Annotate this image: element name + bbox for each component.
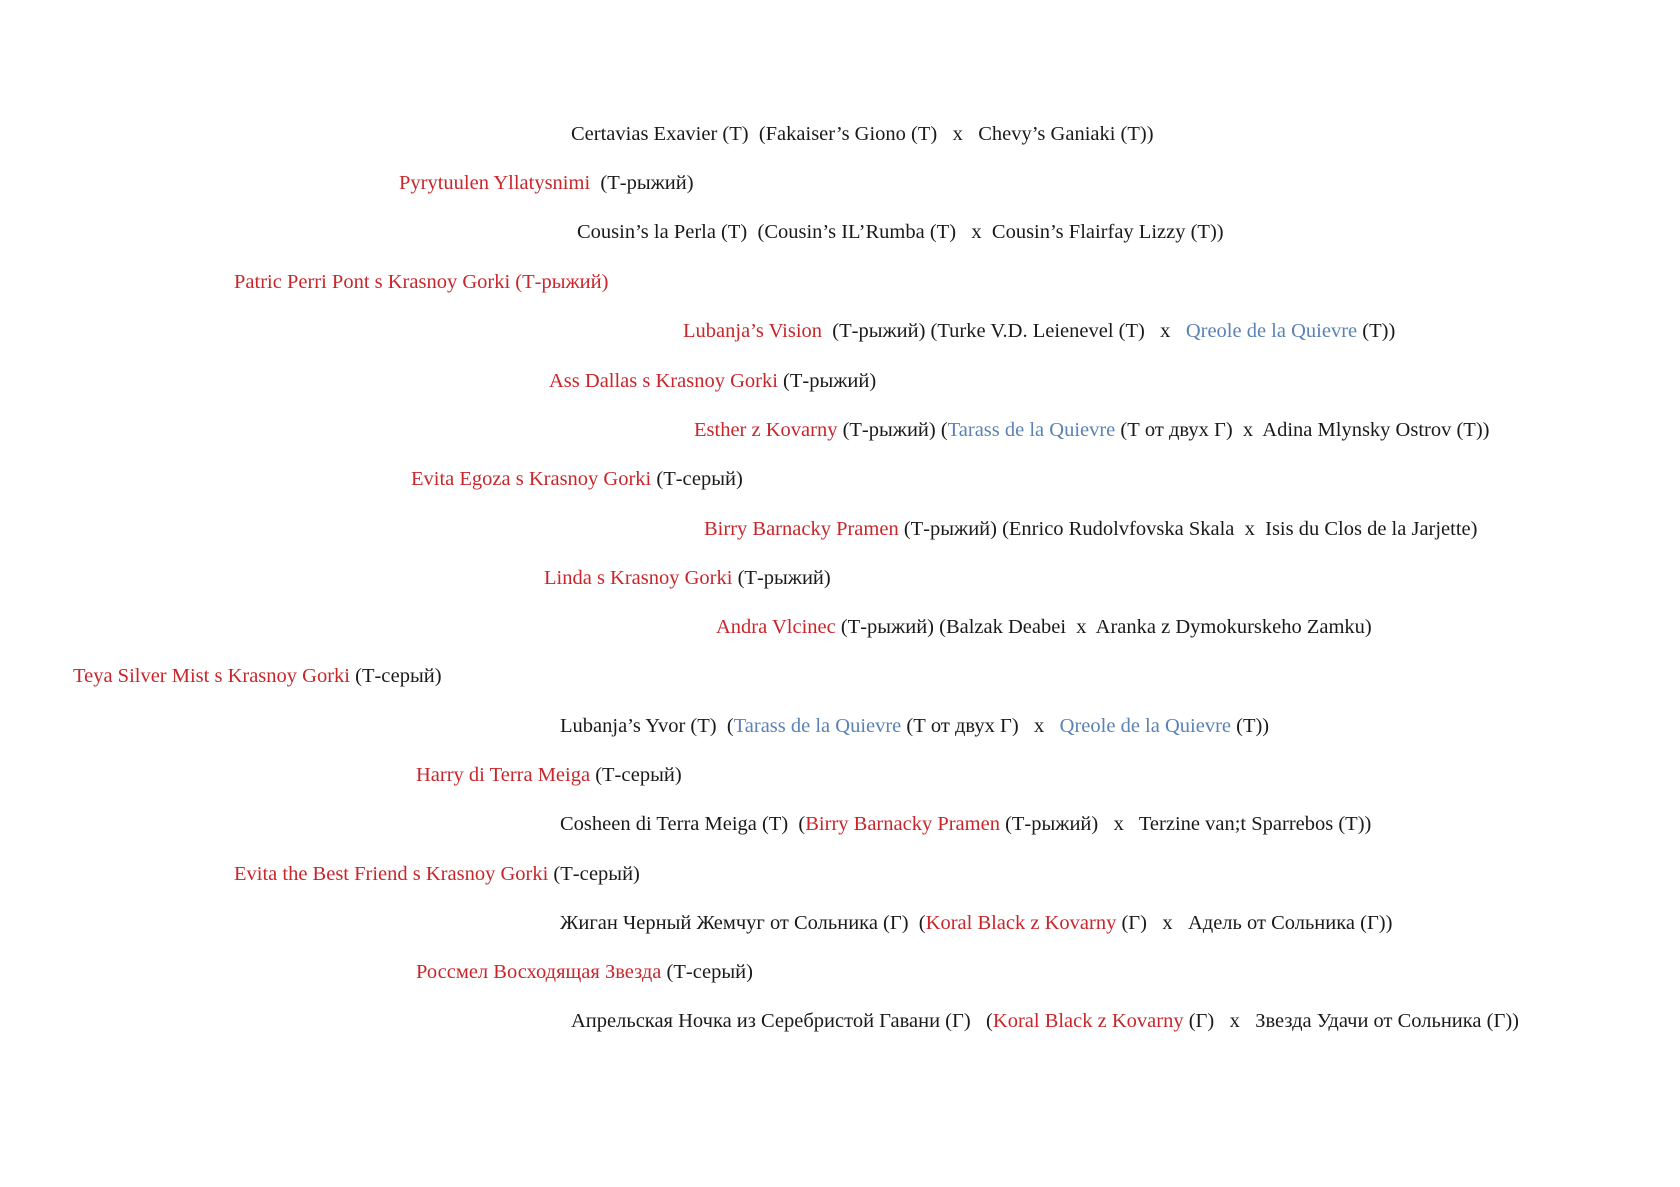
pedigree-row <box>560 714 1269 738</box>
pedigree-row <box>704 517 1477 541</box>
linked-dog-name: Tarass de la Quievre <box>947 419 1116 441</box>
pedigree-text: (Т-рыжий) <box>777 370 877 392</box>
pedigree-text: (Т)) <box>1231 715 1270 737</box>
pedigree-text: (Т-серый) <box>350 665 442 687</box>
pedigree-row <box>549 369 876 393</box>
pedigree-row <box>234 862 640 886</box>
pedigree-text: (Т от двух Г) x Adina Mlynsky Ostrov (Т)) <box>1115 419 1490 441</box>
highlighted-dog-name: Evita Egoza s Krasnoy Gorki <box>411 468 652 490</box>
linked-dog-name: Tarass de la Quievre <box>733 715 902 737</box>
highlighted-dog-name: Koral Black z Kovarny <box>925 912 1117 934</box>
highlighted-dog-name: Pyrytuulen Yllatysnimi <box>399 172 591 194</box>
pedigree-row <box>411 467 743 491</box>
pedigree-text: (Т-рыжий) (Turke V.D. Leienevel (Т) x <box>822 320 1186 342</box>
highlighted-dog-name: Evita the Best Friend s Krasnoy Gorki <box>234 863 549 885</box>
pedigree-text: Апрельская Ночка из Серебристой Гавани (Г) ( <box>571 1010 993 1032</box>
pedigree-row <box>694 418 1489 442</box>
highlighted-dog-name: Birry Barnacky Pramen <box>704 518 899 540</box>
pedigree-row <box>571 122 1154 146</box>
pedigree-text: (Г) x Звезда Удачи от Сольника (Г)) <box>1183 1010 1519 1032</box>
highlighted-dog-name: Birry Barnacky Pramen <box>805 813 1000 835</box>
pedigree-text: (Т-серый) <box>590 764 682 786</box>
pedigree-row <box>560 812 1371 836</box>
highlighted-dog-name: Esther z Kovarny <box>694 419 838 441</box>
pedigree-text: (Т-серый) <box>651 468 743 490</box>
highlighted-dog-name: Andra Vlcinec <box>716 616 836 638</box>
pedigree-text: (Т-рыжий) ( <box>837 419 948 441</box>
highlighted-dog-name: Linda s Krasnoy Gorki <box>544 567 733 589</box>
pedigree-text: (Т-серый) <box>548 863 640 885</box>
pedigree-text: (Т-рыжий) <box>732 567 831 589</box>
pedigree-row <box>716 615 1372 639</box>
pedigree-row <box>577 220 1224 244</box>
highlighted-dog-name: Ass Dallas s Krasnoy Gorki <box>549 370 778 392</box>
pedigree-text: (Т-рыжий) <box>590 172 694 194</box>
pedigree-row <box>544 566 831 590</box>
pedigree-row <box>416 763 682 787</box>
highlighted-dog-name: Koral Black z Kovarny <box>992 1010 1184 1032</box>
pedigree-row <box>683 319 1395 343</box>
pedigree-text: (Т-серый) <box>661 961 753 983</box>
pedigree-text: Cosheen di Terra Meiga (Т) ( <box>560 813 806 835</box>
pedigree-row <box>234 270 608 294</box>
pedigree-text: (Т)) <box>1357 320 1396 342</box>
pedigree-text: (Т-рыжий) x Terzine van;t Sparrebos (Т)) <box>999 813 1372 835</box>
pedigree-text: Lubanja’s Yvor (Т) ( <box>560 715 734 737</box>
pedigree-text: (Т-рыжий) (Enrico Rudolvfovska Skala x Isis du Clos de la Jarjette) <box>898 518 1478 540</box>
pedigree-row <box>571 1009 1519 1033</box>
pedigree-text: Certavias Exavier (Т) (Fakaiser’s Giono (Т) x Chevy’s Ganiaki (Т)) <box>571 123 1154 145</box>
highlighted-dog-name: Teya Silver Mist s Krasnoy Gorki <box>73 665 350 687</box>
pedigree-text: (Г) x Адель от Сольника (Г)) <box>1116 912 1393 934</box>
highlighted-dog-name: Lubanja’s Vision <box>683 320 823 342</box>
pedigree-row <box>399 171 694 195</box>
pedigree-text: Cousin’s la Perla (Т) (Cousin’s IL’Rumba (Т) x Cousin’s Flairfay Lizzy (Т)) <box>577 221 1224 243</box>
pedigree-text: (Т-рыжий) (Balzak Deabei x Aranka z Dymokurskeho Zamku) <box>835 616 1372 638</box>
pedigree-row <box>73 664 442 688</box>
linked-dog-name: Qreole de la Quievre <box>1185 320 1358 342</box>
pedigree-text: (Т от двух Г) x <box>901 715 1060 737</box>
highlighted-dog-name: Россмел Восходящая Звезда <box>416 961 662 983</box>
pedigree-row <box>560 911 1392 935</box>
linked-dog-name: Qreole de la Quievre <box>1059 715 1231 737</box>
pedigree-text: Жиган Черный Жемчуг от Сольника (Г) ( <box>560 912 926 934</box>
highlighted-dog-name: Harry di Terra Meiga <box>416 764 591 786</box>
highlighted-dog-name: Patric Perri Pont s Krasnoy Gorki (Т-рыжий) <box>234 271 609 293</box>
pedigree-row <box>416 960 753 984</box>
